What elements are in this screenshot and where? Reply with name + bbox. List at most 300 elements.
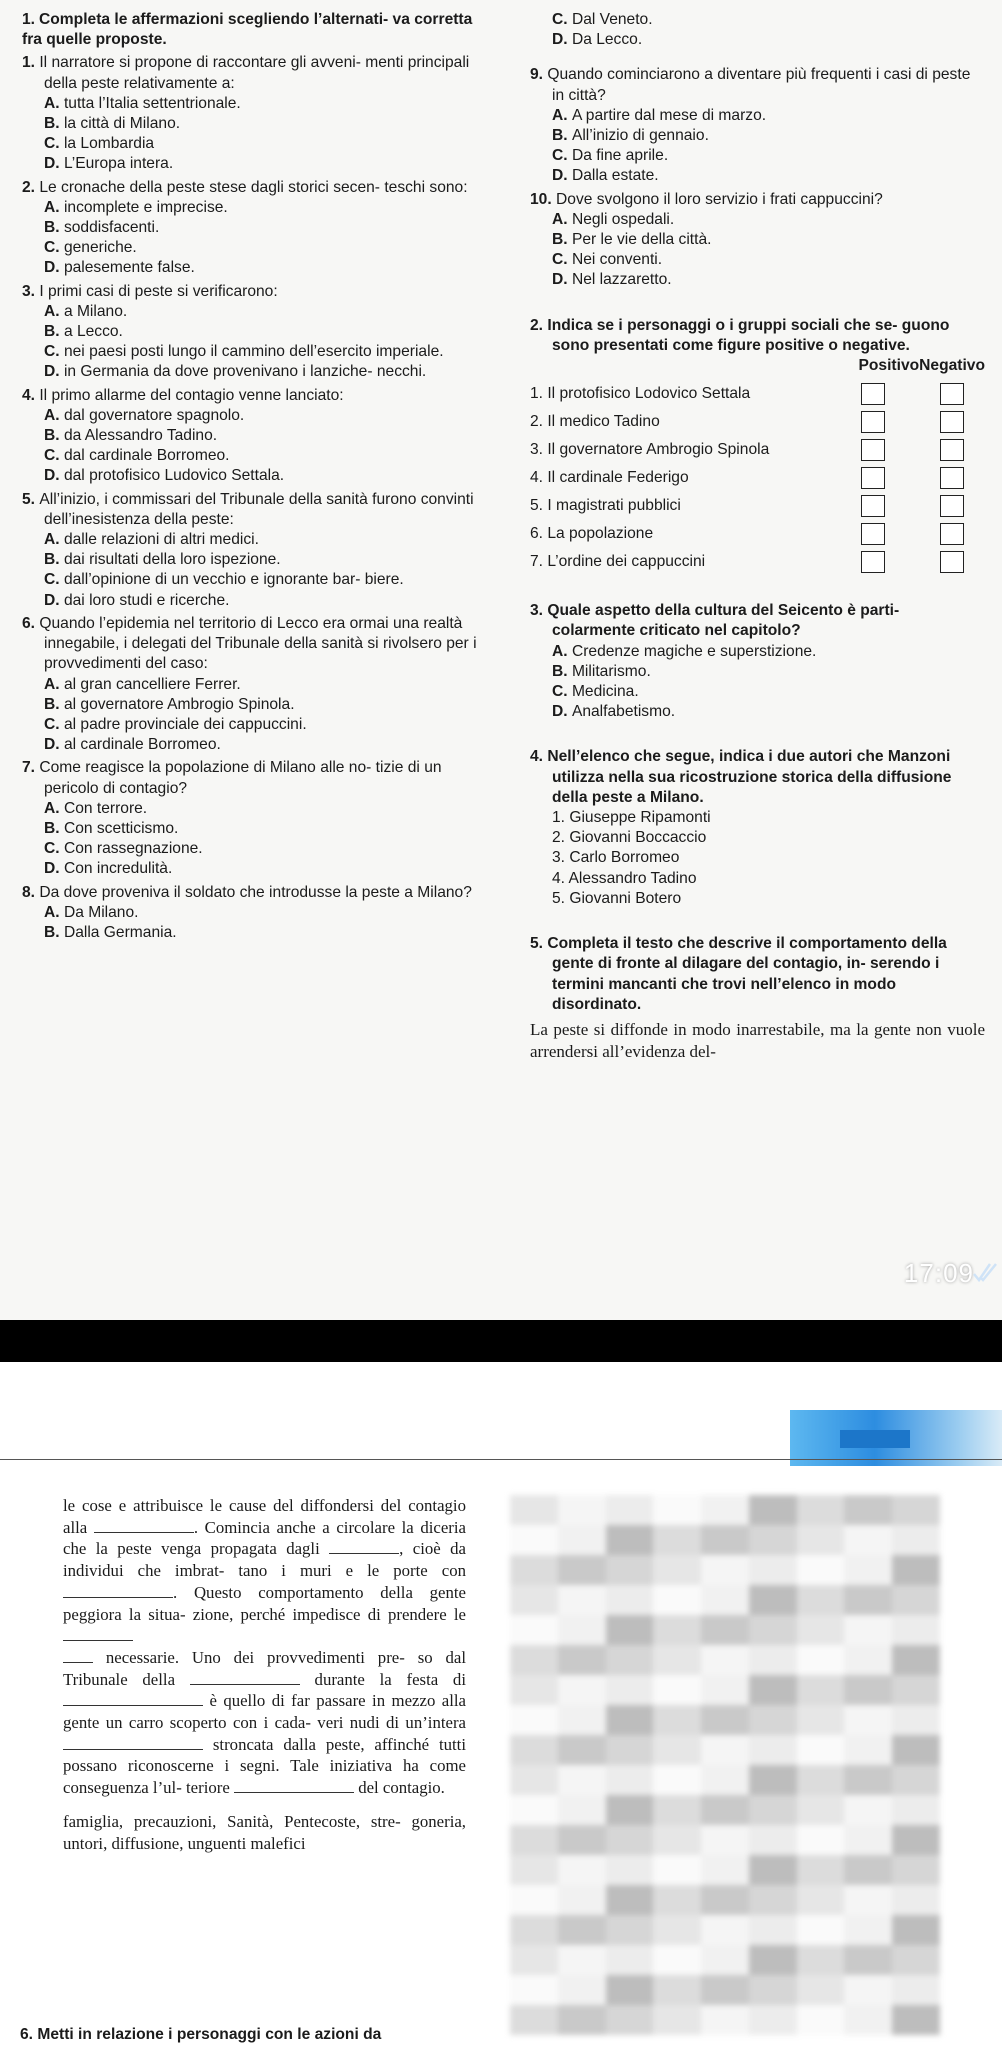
redaction-block [844, 1735, 892, 1765]
redaction-block [892, 1645, 940, 1675]
col-positivo: Positivo [858, 357, 920, 375]
divider-line [0, 1459, 1002, 1460]
answer-option [22, 839, 490, 859]
redaction-block [510, 1555, 558, 1585]
blank-7[interactable] [63, 1735, 203, 1750]
redaction-block [558, 1915, 606, 1945]
option-letter: C. [44, 447, 64, 465]
redaction-block [510, 1615, 558, 1645]
redaction-block [558, 1885, 606, 1915]
right-question [530, 190, 985, 291]
redaction-block [844, 1795, 892, 1825]
redaction-block [606, 1915, 654, 1945]
exercise-3-title: 3. Quale aspetto della cultura del Seicento è parti- colarmente criticato nel capitolo? [530, 602, 900, 640]
question-text: 2. Le cronache della peste stese dagli storici secen- teschi sono: [22, 178, 468, 196]
pixelated-redaction [510, 1495, 940, 2040]
redaction-block [510, 1675, 558, 1705]
redaction-block [653, 1615, 701, 1645]
option-text: Medicina. [571, 683, 639, 701]
left-question [22, 490, 490, 611]
exercise-1-questions-right [530, 50, 985, 290]
redaction-block [844, 1645, 892, 1675]
answer-option [22, 302, 490, 322]
redaction-block [558, 1975, 606, 2005]
redaction-block [701, 1645, 749, 1675]
timestamp-overlay: 17:09 [903, 1258, 974, 1288]
answer-option [22, 446, 490, 466]
character-name: 4. Il cardinale Federigo [530, 469, 689, 487]
option-text: Credenze magiche e superstizione. [571, 642, 817, 660]
redaction-block [701, 1495, 749, 1525]
redaction-block [653, 1585, 701, 1615]
option-letter: A. [552, 210, 572, 228]
answer-option [530, 210, 985, 230]
redaction-block [510, 1855, 558, 1885]
redaction-block [892, 1735, 940, 1765]
redaction-block [797, 1975, 845, 2005]
blank-4b[interactable] [63, 1648, 93, 1663]
answer-option [530, 30, 985, 50]
redaction-block [606, 1495, 654, 1525]
option-text: la Lombardia [63, 135, 155, 153]
option-letter: C. [44, 135, 64, 153]
col-negativo: Negativo [919, 357, 985, 375]
redaction-block [797, 1795, 845, 1825]
redaction-block [749, 1885, 797, 1915]
option-text: Analfabetismo. [571, 703, 676, 721]
option-text: dalle relazioni di altri medici. [63, 531, 259, 549]
redaction-block [606, 1735, 654, 1765]
option-letter: D. [552, 271, 572, 289]
redaction-block [701, 1615, 749, 1645]
redaction-block [606, 1885, 654, 1915]
answer-option [530, 250, 985, 270]
redaction-block [510, 1525, 558, 1555]
redaction-block [844, 1945, 892, 1975]
redaction-block [701, 1825, 749, 1855]
answer-option [22, 94, 490, 114]
option-letter: B. [552, 231, 572, 249]
redaction-block [749, 1795, 797, 1825]
redaction-block [892, 1525, 940, 1555]
exercise-4-title: 4. Nell’elenco che segue, indica i due autori che Manzoni utilizza nella sua ricostruzione storica della diffusione della peste a Milano. [530, 748, 952, 806]
redaction-block [892, 1825, 940, 1855]
answer-option [22, 406, 490, 426]
redaction-block [653, 1735, 701, 1765]
blank-6[interactable] [63, 1691, 203, 1706]
redaction-block [749, 1525, 797, 1555]
redaction-block [653, 1645, 701, 1675]
redaction-block [892, 1615, 940, 1645]
answer-option [530, 126, 985, 146]
option-letter: D. [552, 167, 572, 185]
answer-option [22, 591, 490, 611]
redaction-block [558, 1585, 606, 1615]
option-letter: B. [44, 427, 64, 445]
author-item: 2. Giovanni Boccaccio [552, 829, 707, 847]
negativo-checkbox[interactable] [940, 439, 964, 461]
option-text: Con terrore. [63, 799, 148, 817]
blank-3[interactable] [63, 1583, 173, 1598]
redaction-block [749, 1825, 797, 1855]
redaction-block [701, 2005, 749, 2035]
redaction-block [653, 1915, 701, 1945]
black-separator-bar [0, 1320, 1002, 1362]
author-item: 4. Alessandro Tadino [552, 869, 697, 887]
answer-option [22, 675, 490, 695]
option-text: incomplete e imprecise. [63, 198, 228, 216]
redaction-block [797, 1555, 845, 1585]
negativo-checkbox[interactable] [940, 523, 964, 545]
blank-8[interactable] [234, 1778, 354, 1793]
redaction-block [701, 1795, 749, 1825]
redaction-block [844, 1555, 892, 1585]
option-text: Negli ospedali. [571, 210, 675, 228]
option-text: Dal Veneto. [571, 11, 653, 28]
question-text: 7. Come reagisce la popolazione di Milano alle no- tizie di un pericolo di contagio? [22, 759, 442, 797]
redaction-block [606, 1585, 654, 1615]
negativo-checkbox[interactable] [940, 467, 964, 489]
option-letter: C. [552, 147, 572, 165]
character-name: 3. Il governatore Ambrogio Spinola [530, 441, 770, 459]
option-text: al padre provinciale dei cappuccini. [63, 715, 307, 733]
answer-option [22, 859, 490, 879]
redaction-block [844, 1495, 892, 1525]
redaction-block [797, 1615, 845, 1645]
option-letter: C. [44, 840, 64, 858]
option-text: Nel lazzaretto. [571, 271, 672, 289]
option-letter: A. [44, 675, 64, 693]
redaction-block [797, 1675, 845, 1705]
redaction-block [653, 2005, 701, 2035]
option-text: a Lecco. [63, 323, 123, 341]
exercise-5-text: le cose e attribuisce le cause del diffondersi del contagio alla . Comincia anche a circolare la diceria che la peste venga propagata dagli , cioè da individui che imbrat- tano i muri e le porte con . Questo comportamento della gente peggiora la situa- zione, perché impedisce di prendere le necessarie. Uno dei provvedimenti pre- so dal Tribunale della durante la festa di è quello di far passare in mezzo alla gente un carro scoperto con i cada- veri nudi di un’intera stroncata dalla peste, affinché tutti possano riconoscerne i segni. Tale iniziativa ha come conseguenza l’ul- teriore del contagio. famiglia, precauzioni, Sanità, Pentecoste, stre- goneria, untori, diffusione, unguenti malefici [63, 1496, 466, 1853]
redaction-block [749, 1915, 797, 1945]
option-letter: A. [44, 799, 64, 817]
option-letter: B. [552, 127, 572, 145]
redaction-block [797, 2005, 845, 2035]
redaction-block [892, 2005, 940, 2035]
redaction-block [606, 1945, 654, 1975]
blank-5[interactable] [190, 1670, 300, 1685]
question-text: 5. All’inizio, i commissari del Tribunale della sanità furono convinti dell’inesistenza della peste: [22, 490, 474, 528]
option-letter: A. [44, 903, 64, 921]
redaction-block [606, 1525, 654, 1555]
redaction-block [892, 1795, 940, 1825]
redaction-block [606, 1765, 654, 1795]
answer-option [22, 570, 490, 590]
answer-option [22, 198, 490, 218]
redaction-block [606, 1555, 654, 1585]
redaction-block [653, 1855, 701, 1885]
redaction-block [701, 1735, 749, 1765]
answer-option [530, 166, 985, 186]
redaction-block [606, 2005, 654, 2035]
option-text: tutta l’Italia settentrionale. [63, 94, 241, 112]
redaction-block [510, 1795, 558, 1825]
option-letter: D. [44, 467, 64, 485]
negativo-checkbox[interactable] [940, 551, 964, 573]
positivo-checkbox[interactable] [861, 383, 885, 405]
left-question [22, 282, 490, 383]
character-row [530, 408, 985, 436]
negativo-checkbox[interactable] [940, 495, 964, 517]
redaction-block [892, 1495, 940, 1525]
redaction-block [606, 1615, 654, 1645]
redaction-block [606, 1795, 654, 1825]
blank-2[interactable] [329, 1539, 399, 1554]
answer-option [530, 146, 985, 166]
option-letter: D. [552, 31, 572, 49]
redaction-block [844, 2005, 892, 2035]
character-row [530, 436, 985, 464]
negativo-checkbox[interactable] [940, 411, 964, 433]
redaction-block [749, 1945, 797, 1975]
redaction-block [797, 1915, 845, 1945]
option-text: in Germania da dove provenivano i lanziche- necchi. [63, 363, 427, 381]
answer-option [22, 362, 490, 382]
option-letter: C. [44, 239, 64, 257]
redaction-block [701, 1585, 749, 1615]
character-row [530, 520, 985, 548]
redaction-block [510, 1885, 558, 1915]
option-text: dal cardinale Borromeo. [63, 447, 230, 465]
redaction-block [606, 1705, 654, 1735]
option-text: palesemente false. [63, 259, 195, 277]
exercise-1-questions [22, 53, 490, 943]
answer-option [22, 903, 490, 923]
right-column [530, 10, 985, 1063]
option-letter: D. [552, 703, 572, 721]
author-item: 3. Carlo Borromeo [552, 849, 680, 867]
word-list: famiglia, precauzioni, Sanità, Pentecoste, stre- goneria, untori, diffusione, unguenti malefici [63, 1811, 466, 1853]
redaction-block [701, 1975, 749, 2005]
answer-option [22, 258, 490, 278]
redaction-block [701, 1555, 749, 1585]
question-8-continued [530, 10, 985, 50]
answer-option [22, 819, 490, 839]
redaction-block [653, 1675, 701, 1705]
redaction-block [701, 1675, 749, 1705]
character-name: 5. I magistrati pubblici [530, 497, 681, 515]
redaction-block [797, 1705, 845, 1735]
option-text: Militarismo. [571, 662, 651, 680]
redaction-block [558, 1705, 606, 1735]
redaction-block [606, 1975, 654, 2005]
character-row [530, 548, 985, 576]
left-question [22, 53, 490, 174]
redaction-block [606, 1645, 654, 1675]
right-question [530, 65, 985, 186]
option-letter: D. [44, 860, 64, 878]
option-letter: B. [44, 551, 64, 569]
answer-option [530, 662, 985, 682]
option-letter: B. [44, 923, 64, 941]
option-letter: C. [44, 571, 64, 589]
redaction-block [510, 2005, 558, 2035]
option-text: Dalla Germania. [63, 923, 177, 941]
exercise-1-title: 1. Completa le affermazioni scegliendo l’alternati- va corretta fra quelle proposte. [22, 11, 473, 49]
option-text: Da Milano. [63, 903, 139, 921]
redaction-block [797, 1855, 845, 1885]
redaction-block [510, 1975, 558, 2005]
answer-option [22, 342, 490, 362]
option-text: A partire dal mese di marzo. [571, 106, 767, 124]
option-letter: A. [44, 406, 64, 424]
option-text: Con scetticismo. [63, 819, 179, 837]
redaction-block [844, 1885, 892, 1915]
answer-option [530, 682, 985, 702]
blank-4[interactable] [63, 1626, 133, 1641]
left-question [22, 883, 490, 944]
positivo-checkbox[interactable] [861, 467, 885, 489]
redaction-block [749, 2005, 797, 2035]
answer-option [22, 923, 490, 943]
option-letter: C. [552, 683, 572, 701]
option-text: al cardinale Borromeo. [63, 736, 221, 754]
exercise-5-text-start: La peste si diffonde in modo inarrestabile, ma la gente non vuole arrendersi all’evidenza del- [530, 1019, 985, 1061]
option-text: dall’opinione di un vecchio e ignorante bar- biere. [63, 571, 404, 589]
question-text: 3. I primi casi di peste si verificarono: [22, 282, 278, 300]
left-question [22, 614, 490, 755]
left-question [22, 386, 490, 487]
redaction-block [749, 1765, 797, 1795]
redaction-block [844, 1705, 892, 1735]
redaction-block [797, 1525, 845, 1555]
option-text: a Milano. [63, 302, 128, 320]
redaction-block [797, 1885, 845, 1915]
answer-option [22, 426, 490, 446]
positivo-checkbox[interactable] [861, 411, 885, 433]
left-question [22, 178, 490, 279]
answer-option [22, 134, 490, 154]
redaction-block [701, 1885, 749, 1915]
answer-option [530, 230, 985, 250]
answer-option [22, 530, 490, 550]
option-text: al governatore Ambrogio Spinola. [63, 695, 295, 713]
redaction-block [558, 2005, 606, 2035]
redaction-block [558, 1555, 606, 1585]
redaction-block [892, 1975, 940, 2005]
redaction-block [558, 1795, 606, 1825]
redaction-block [653, 1555, 701, 1585]
option-text: dal governatore spagnolo. [63, 406, 245, 424]
option-letter: D. [44, 155, 64, 173]
redaction-block [797, 1585, 845, 1615]
positivo-checkbox[interactable] [861, 495, 885, 517]
option-letter: A. [44, 531, 64, 549]
redaction-block [653, 1525, 701, 1555]
option-letter: C. [552, 11, 572, 28]
redaction-block [558, 1645, 606, 1675]
redaction-block [558, 1825, 606, 1855]
redaction-block [653, 1495, 701, 1525]
redaction-block [892, 1945, 940, 1975]
option-text: dal protofisico Ludovico Settala. [63, 467, 285, 485]
option-letter: B. [44, 695, 64, 713]
redaction-block [749, 1975, 797, 2005]
answer-option [22, 322, 490, 342]
character-row [530, 492, 985, 520]
redaction-block [844, 1915, 892, 1945]
character-name: 1. Il protofisico Lodovico Settala [530, 385, 751, 403]
redaction-block [653, 1885, 701, 1915]
exercise-2-title: 2. Indica se i personaggi o i gruppi sociali che se- guono sono presentati come figure positive o negative. [530, 316, 950, 354]
redaction-block [558, 1615, 606, 1645]
option-letter: B. [44, 115, 64, 133]
redaction-block [701, 1525, 749, 1555]
redaction-block [606, 1855, 654, 1885]
answer-option [22, 466, 490, 486]
option-letter: B. [44, 819, 64, 837]
redaction-block [797, 1495, 845, 1525]
redaction-block [844, 1615, 892, 1645]
redaction-block [606, 1825, 654, 1855]
question-text: 1. Il narratore si propone di raccontare gli avveni- menti principali della peste relativamente a: [22, 54, 470, 92]
option-letter: C. [44, 343, 64, 361]
redaction-block [510, 1645, 558, 1675]
redaction-block [749, 1675, 797, 1705]
blank-1[interactable] [94, 1518, 194, 1533]
answer-option [530, 270, 985, 290]
character-row [530, 380, 985, 408]
redaction-block [797, 1825, 845, 1855]
option-text: dai risultati della loro ispezione. [63, 551, 281, 569]
option-letter: A. [552, 106, 572, 124]
redaction-block [558, 1495, 606, 1525]
option-letter: D. [44, 736, 64, 754]
left-column [22, 10, 490, 943]
redaction-block [844, 1525, 892, 1555]
redaction-block [510, 1705, 558, 1735]
answer-option [22, 154, 490, 174]
redaction-block [653, 1705, 701, 1735]
character-name: 2. Il medico Tadino [530, 413, 660, 431]
option-letter: A. [552, 642, 572, 660]
positivo-checkbox[interactable] [861, 439, 885, 461]
positivo-checkbox[interactable] [861, 523, 885, 545]
redaction-block [749, 1855, 797, 1885]
option-text: al gran cancelliere Ferrer. [63, 675, 241, 693]
option-letter: A. [44, 302, 64, 320]
option-text: soddisfacenti. [63, 219, 160, 237]
answer-option [530, 106, 985, 126]
answer-option [22, 735, 490, 755]
redaction-block [558, 1525, 606, 1555]
negativo-checkbox[interactable] [940, 383, 964, 405]
redaction-block [510, 1825, 558, 1855]
redaction-block [653, 1945, 701, 1975]
option-letter: D. [44, 259, 64, 277]
exercise-5-title: 5. Completa il testo che descrive il comportamento della gente di fronte al dilagare del contagio, in- serendo i termini mancanti che trovi nell’elenco in modo disordinato. [530, 935, 947, 1013]
option-text: nei paesi posti lungo il cammino dell’esercito imperiale. [63, 343, 444, 361]
option-text: All’inizio di gennaio. [571, 127, 709, 145]
positivo-checkbox[interactable] [861, 551, 885, 573]
redaction-block [797, 1765, 845, 1795]
option-text: da Alessandro Tadino. [63, 427, 218, 445]
option-text: generiche. [63, 239, 137, 257]
redaction-block [749, 1555, 797, 1585]
answer-option [530, 642, 985, 662]
question-text: 8. Da dove proveniva il soldato che introdusse la peste a Milano? [22, 883, 472, 901]
redaction-block [892, 1855, 940, 1885]
redaction-block [558, 1945, 606, 1975]
redaction-block [797, 1735, 845, 1765]
redaction-block [510, 1945, 558, 1975]
option-text: Con incredulità. [63, 860, 173, 878]
option-letter: A. [44, 94, 64, 112]
answer-option [22, 238, 490, 258]
